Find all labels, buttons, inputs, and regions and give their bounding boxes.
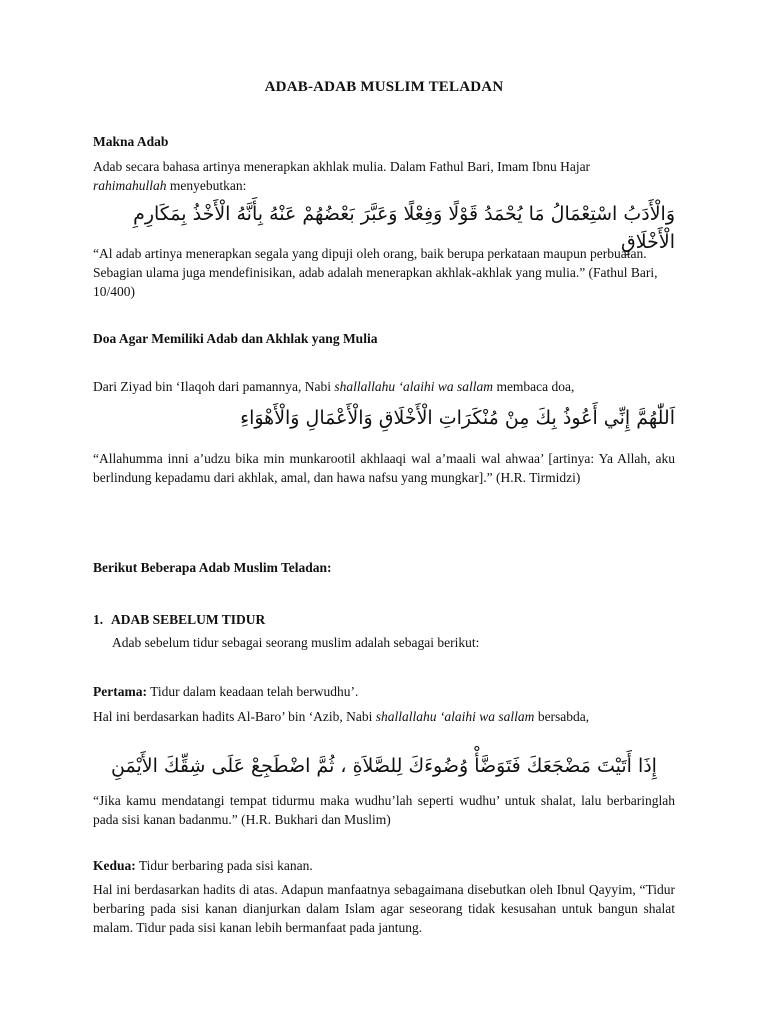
pertama-text: Tidur dalam keadaan telah berwudhu’. xyxy=(146,684,359,699)
hadits-barao-paragraph xyxy=(93,707,675,726)
makna-adab-text-2: menyebutkan: xyxy=(166,178,247,193)
section-heading-makna-adab: Makna Adab xyxy=(93,134,169,149)
section-heading-beberapa-adab: Berikut Beberapa Adab Muslim Teladan: xyxy=(93,560,332,575)
list-item-number: 1. xyxy=(93,612,104,627)
section-heading-doa: Doa Agar Memiliki Adab dan Akhlak yang Mulia xyxy=(93,331,378,346)
translation-doa: “Allahumma inni a’udzu bika min munkarootil akhlaaqi wal a’maali wal ahwaa’ [artinya: Ya Allah, aku berlindung kepadamu dari akhlak, amal, dan hawa nafsu yang mungkar].” (H.R. Tirmidzi) xyxy=(93,451,675,485)
makna-adab-paragraph xyxy=(93,157,675,195)
document-title: ADAB-ADAB MUSLIM TELADAN xyxy=(264,79,504,95)
arabic-quote-adab: وَالْأَدَبُ اسْتِعْمَالُ مَا يُحْمَدُ قَوْلًا وَفِعْلًا وَعَبَّرَ بَعْضُهُمْ عَنْهُ بِأَنَّهُ الْأَخْذُ بِمَكَارِمِ الْأَخْلَاقِ xyxy=(133,203,675,253)
kedua-text: Tidur berbaring pada sisi kanan. xyxy=(135,858,313,873)
doa-intro-text-2: membaca doa, xyxy=(493,379,575,394)
hadits-barao-italic: shallallahu ‘alaihi wa sallam xyxy=(375,709,535,724)
hadits-barao-text-2: bersabda, xyxy=(534,709,590,724)
kedua-paragraph xyxy=(93,856,675,875)
doa-intro-text-1: Dari Ziyad bin ‘Ilaqoh dari pamannya, Nabi xyxy=(93,379,335,394)
makna-adab-text-1: Adab secara bahasa artinya menerapkan akhlak mulia. Dalam Fathul Bari, Imam Ibnu Hajar xyxy=(93,159,591,174)
makna-adab-italic: rahimahullah xyxy=(93,178,167,193)
pertama-label: Pertama: xyxy=(93,684,147,699)
arabic-hadits-tidur: إِذَا أَتَيْتَ مَضْجَعَكَ فَتَوَضَّأْ وُضُوءَكَ لِلصَّلاَةِ ، ثُمَّ اضْطَجِعْ عَلَى شِقِّكَ الأَيْمَنِ xyxy=(111,755,657,777)
translation-adab: “Al adab artinya menerapkan segala yang dipuji oleh orang, baik berupa perkataan maupun perbuatan. Sebagian ulama juga mendefinisikan, adab adalah menerapkan akhlak-akhlak yang mulia.” (Fathul Bari, 10/400) xyxy=(93,246,658,299)
arabic-doa: اَللّٰهُمَّ إِنِّي أَعُوذُ بِكَ مِنْ مُنْكَرَاتِ الْأَخْلَاقِ وَالْأَعْمَالِ وَالْأَهْوَاءِ xyxy=(240,407,675,429)
translation-hadits-tidur: “Jika kamu mendatangi tempat tidurmu maka wudhu’lah seperti wudhu’ untuk shalat, lalu berbaringlah pada sisi kanan badanmu.” (H.R. Bukhari dan Muslim) xyxy=(93,793,675,827)
adab-tidur-intro: Adab sebelum tidur sebagai seorang muslim adalah sebagai berikut: xyxy=(112,635,480,650)
kedua-explanation: Hal ini berdasarkan hadits di atas. Adapun manfaatnya sebagaimana disebutkan oleh Ibnul Qayyim, “Tidur berbaring pada sisi kanan dianjurkan dalam Islam agar seseorang tidak kesusahan untuk bangun shalat malam. Tidur pada sisi kanan lebih bermanfaat pada jantung. xyxy=(93,882,675,935)
list-item-title: ADAB SEBELUM TIDUR xyxy=(111,612,266,627)
doa-intro-italic: shallallahu ‘alaihi wa sallam xyxy=(334,379,494,394)
pertama-paragraph xyxy=(93,682,675,701)
list-item-heading xyxy=(93,612,675,628)
kedua-label: Kedua: xyxy=(93,858,136,873)
hadits-barao-text-1: Hal ini berdasarkan hadits Al-Baro’ bin ‘Azib, Nabi xyxy=(93,709,376,724)
doa-intro-paragraph xyxy=(93,377,675,396)
